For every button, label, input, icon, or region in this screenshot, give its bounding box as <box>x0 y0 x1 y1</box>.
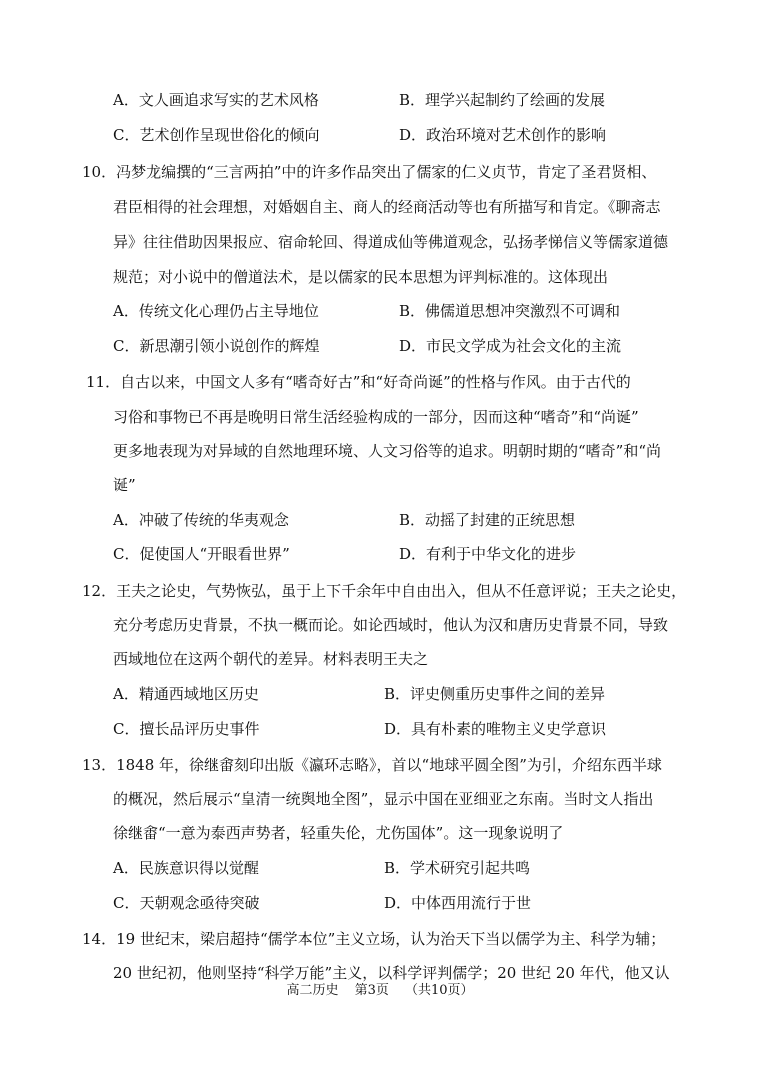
q12-stem-line-2: 充分考虑历史背景，不执一概而论。如论西域时，他认为汉和唐历史背景不同，导致 <box>113 616 669 634</box>
q10-option-b: B．佛儒道思想冲突激烈不可调和 <box>399 302 621 320</box>
q13-option-d: D．中体西用流行于世 <box>384 894 532 912</box>
footer-total-pages: （共10页） <box>405 983 474 998</box>
q13-option-a: A．民族意识得以觉醒 <box>113 859 259 877</box>
q11-option-c: C．促使国人“开眼看世界” <box>113 545 290 563</box>
q13-option-b: B．学术研究引起共鸣 <box>384 859 531 877</box>
q11-option-b: B．动摇了封建的正统思想 <box>399 511 576 529</box>
q12-option-d: D．具有朴素的唯物主义史学意识 <box>384 720 607 738</box>
q12-option-a: A．精通西域地区历史 <box>113 685 259 703</box>
q14-stem-line-1: 14．19 世纪末，梁启超持“儒学本位”主义立场，认为治天下当以儒学为主、科学为辅； <box>82 930 666 948</box>
q13-stem-line-3: 徐继畬“一意为泰西声势者，轻重失伦，尤伤国体”。这一现象说明了 <box>113 824 564 842</box>
q12-stem-line-1: 12．王夫之论史，气势恢弘，虽于上下千余年中自由出入，但从不任意评说；王夫之论史， <box>82 582 687 600</box>
q11-option-a: A．冲破了传统的华夷观念 <box>113 511 289 529</box>
q10-option-c: C．新思潮引领小说创作的辉煌 <box>113 337 320 355</box>
q10-stem-line-2: 君臣相得的社会理想，对婚姻自主、商人的经商活动等也有所描写和肯定。《聊斋志 <box>113 198 661 216</box>
q13-option-c: C．天朝观念亟待突破 <box>113 894 260 912</box>
page-footer <box>0 982 760 1000</box>
q9-option-b: B．理学兴起制约了绘画的发展 <box>399 91 606 109</box>
q11-option-d: D．有利于中华文化的进步 <box>399 545 577 563</box>
q9-option-c: C．艺术创作呈现世俗化的倾向 <box>113 126 320 144</box>
q9-option-a: A．文人画追求写实的艺术风格 <box>113 91 319 109</box>
q11-stem-line-1: 11．自古以来，中国文人多有“嗜奇好古”和“好奇尚诞”的性格与作风。由于古代的 <box>86 373 631 391</box>
q9-option-d: D．政治环境对艺术创作的影响 <box>399 126 607 144</box>
q10-stem-line-3: 异》往往借助因果报应、宿命轮回、得道成仙等佛道观念，弘扬孝悌信义等儒家道德 <box>113 233 669 251</box>
q11-stem-line-2: 习俗和事物已不再是晚明日常生活经验构成的一部分，因而这种“嗜奇”和“尚诞” <box>113 408 639 426</box>
q11-stem-line-3: 更多地表现为对异域的自然地理环境、人文习俗等的追求。明朝时期的“嗜奇”和“尚 <box>113 442 662 460</box>
q13-stem-line-1: 13．1848 年，徐继畬刻印出版《瀛环志略》，首以“地球平圆全图”为引，介绍东西半球 <box>82 756 662 774</box>
q14-stem-line-2: 20 世纪初，他则坚持“科学万能”主义，以科学评判儒学；20 世纪 20 年代，他又认 <box>113 964 670 982</box>
footer-page-number: 第3页 <box>354 983 389 998</box>
q10-stem-line-1: 10．冯梦龙编撰的“三言两拍”中的许多作品突出了儒家的仁义贞节，肯定了圣君贤相、 <box>82 163 657 181</box>
q12-stem-line-3: 西域地位在这两个朝代的差异。材料表明王夫之 <box>113 650 429 668</box>
q12-option-c: C．擅长品评历史事件 <box>113 720 260 738</box>
q10-option-d: D．市民文学成为社会文化的主流 <box>399 337 622 355</box>
q10-option-a: A．传统文化心理仍占主导地位 <box>113 302 319 320</box>
q11-stem-line-4: 诞” <box>113 476 136 494</box>
footer-subject: 高二历史 <box>286 983 339 998</box>
q10-stem-line-4: 规范；对小说中的僧道法术，是以儒家的民本思想为评判标准的。这体现出 <box>113 268 609 286</box>
q12-option-b: B．评史侧重历史事件之间的差异 <box>384 685 606 703</box>
q13-stem-line-2: 的概况，然后展示“皇清一统舆地全图”，显示中国在亚细亚之东南。当时文人指出 <box>113 790 654 808</box>
